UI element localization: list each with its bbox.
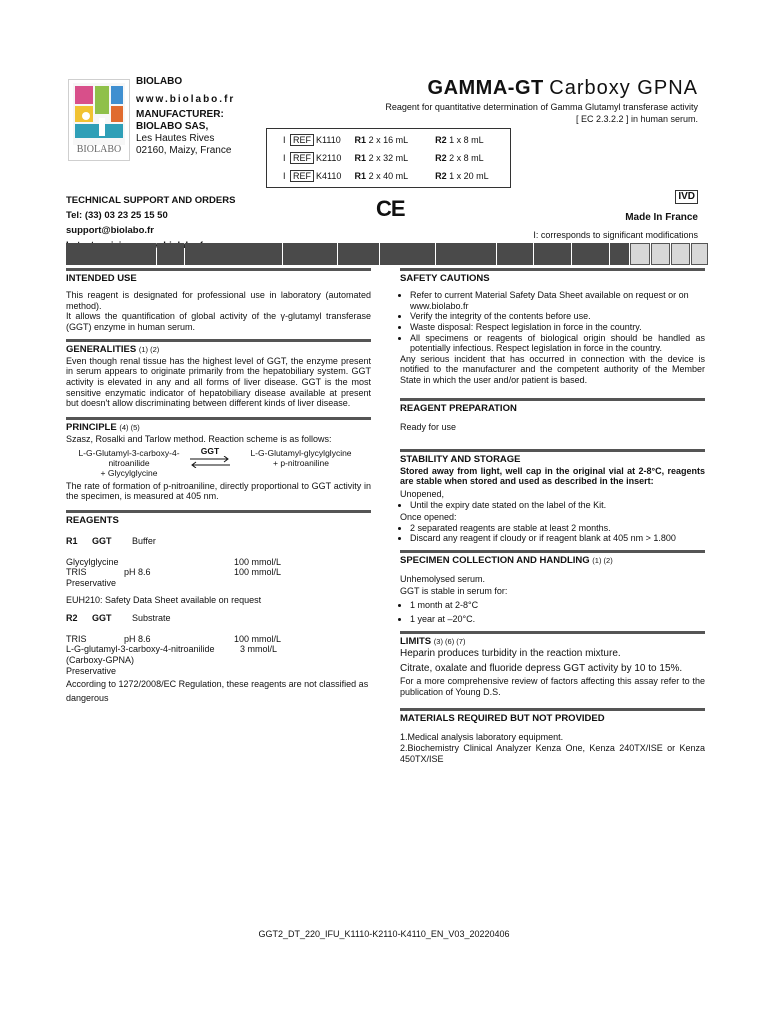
tech-tel: Tel: (33) 03 23 25 15 50	[66, 210, 168, 221]
bar-segment	[185, 243, 283, 265]
manufacturer	[136, 109, 224, 133]
component-name: (Carboxy-GPNA)	[66, 655, 135, 665]
paragraph: Even though renal tissue has the highest level of GGT, the enzyme present in serum appears to originate primarily from the hepatobiliary system. GGT activity is elevated in any and all forms of liver disease. GGT is the most sensitive enzymatic indicator of hepatobiliary disease available at present but doesn't allow discriminating between different kinds of liver disease.	[66, 355, 371, 409]
product-line: L-G-Glutamyl-glycylglycine	[250, 447, 352, 458]
list-item: • 2 separated reagents are stable at least 2 months.	[410, 523, 705, 534]
reagent-r2-header	[66, 613, 371, 624]
list-item: • All specimens or reagents of biological origin should be handled as potentially infectious. Respect legislation in force in the country.	[410, 333, 705, 354]
reagent-r1-composition	[66, 557, 371, 589]
r2-label: R2	[66, 613, 78, 624]
unopened-list	[400, 500, 705, 511]
component-ph: pH 8.6	[124, 567, 151, 578]
section-title: REAGENTS	[66, 514, 119, 526]
ref-code: K4110	[316, 171, 342, 181]
section-intended-use	[66, 268, 371, 284]
list-item: • Discard any reagent if cloudy or if reagent blank at 405 nm > 1.800	[410, 533, 705, 544]
bar-segment	[338, 243, 380, 265]
component-name: TRIS	[66, 633, 87, 644]
manufacturer-label: MANUFACTURER:	[136, 109, 224, 120]
paragraph: Any serious incident that has occurred in connection with the device is notified to the manufacturer and the competent authority of the Member State in which the user and/or patient is based.	[400, 353, 705, 386]
r1-label: R1	[66, 536, 78, 547]
modification-note: I: corresponds to significant modifications	[533, 230, 698, 240]
r1-volume: 2 x 32 mL	[368, 153, 409, 163]
substrate-line: L-G-Glutamyl-3-carboxy-4-	[78, 447, 180, 458]
unopened-label: Unopened,	[400, 488, 445, 499]
modification-mark: I	[283, 171, 286, 181]
section-title: MATERIALS REQUIRED BUT NOT PROVIDED	[400, 712, 605, 724]
materials-item: 1.Medical analysis laboratory equipment.	[400, 731, 564, 742]
bar-segment	[436, 243, 496, 265]
component-name: Glycylglycine	[66, 556, 119, 567]
title-main: GAMMA-GT	[427, 77, 544, 99]
composition-row	[66, 655, 371, 666]
bar-segment	[671, 243, 689, 265]
reaction-enzyme: GGT	[200, 445, 220, 456]
bar-segment	[380, 243, 435, 265]
product-line: + p-nitroaniline	[273, 457, 329, 468]
component-name: L-G-glutamyl-3-carboxy-4-nitroanilide	[66, 644, 215, 655]
r1-label: R1	[354, 153, 367, 163]
title-sub: Carboxy GPNA	[549, 77, 698, 99]
left-column	[66, 268, 371, 705]
composition-row	[66, 578, 371, 589]
section-title: PRINCIPLE	[66, 421, 117, 433]
component-conc: 100 mmol/L	[234, 567, 282, 578]
paragraph: This reagent is designated for professional use in laboratory (automated method).	[66, 290, 371, 311]
address-line: 02160, Maizy, France	[136, 145, 232, 156]
storage-statement: Stored away from light, well cap in the original vial at 2-8°C, reagents are stable when stored and used as described in the insert:	[400, 465, 705, 487]
bar-segment	[610, 243, 629, 265]
safety-list	[400, 290, 705, 354]
specimen-line: GGT is stable in serum for:	[400, 585, 508, 596]
language-bar	[66, 243, 708, 265]
r1-volume: 2 x 16 mL	[368, 135, 409, 145]
list-item: • Until the expiry date stated on the label of the Kit.	[410, 500, 705, 511]
tech-title: TECHNICAL SUPPORT AND ORDERS	[66, 195, 236, 206]
reagent-r2-composition	[66, 634, 371, 676]
bar-segment	[157, 243, 184, 265]
section-title: REAGENT PREPARATION	[400, 402, 517, 414]
r1-volume: 2 x 40 mL	[368, 171, 409, 181]
substrate-line: + Glycylglycine	[100, 467, 158, 478]
ref-row	[283, 134, 484, 146]
tech-email[interactable]: support@biolabo.fr	[66, 225, 154, 236]
ref-label: REF	[290, 152, 314, 164]
biolabo-logo	[68, 79, 130, 161]
component-ph	[124, 557, 234, 568]
reagent-r1-header	[66, 536, 371, 547]
ref-code: K1110	[316, 135, 341, 145]
limits-line: For a more comprehensive review of factors affecting this assay refer to the publication of Young D.S.	[400, 676, 705, 698]
specimen-list	[400, 600, 705, 624]
section-stability	[400, 449, 705, 465]
list-item: • Waste disposal: Respect legislation in force in the country.	[410, 322, 705, 333]
brand-name: BIOLABO	[136, 76, 183, 87]
component-conc: 3 mmol/L	[240, 644, 278, 655]
reaction-products	[236, 448, 366, 468]
subtitle	[385, 101, 698, 125]
reaction-scheme	[66, 445, 371, 479]
specimen-line: Unhemolysed serum.	[400, 574, 486, 585]
document-code: GGT2_DT_220_IFU_K1110-K2110-K4110_EN_V03_20220406	[258, 929, 510, 939]
composition-row	[66, 557, 371, 568]
website[interactable]: www.biolabo.fr	[136, 94, 236, 105]
r2-type: Substrate	[132, 613, 171, 624]
section-ref: (1) (2)	[592, 555, 613, 565]
address-line: Les Hautes Rives	[136, 133, 215, 144]
opened-list	[400, 523, 705, 544]
composition-row	[66, 634, 371, 645]
component-conc: 100 mmol/L	[234, 556, 282, 567]
composition-row	[66, 644, 371, 655]
ref-code: K2110	[316, 153, 342, 163]
section-safety	[400, 268, 705, 284]
equilibrium-arrow-icon	[188, 456, 232, 468]
r1-label: R1	[354, 135, 367, 145]
r2-label: R2	[435, 135, 447, 145]
component-conc: 100 mmol/L	[234, 633, 282, 644]
limits-line: Citrate, oxalate and fluoride depress GGT activity by 10 to 15%.	[400, 662, 683, 674]
component-name: TRIS	[66, 567, 87, 578]
bar-segment	[691, 243, 708, 265]
list-item: • 1 year at –20°C.	[410, 614, 705, 625]
section-limits	[400, 631, 705, 647]
component-name: Preservative	[66, 665, 117, 676]
limits-line: Heparin produces turbidity in the reaction mixture.	[400, 647, 621, 659]
ref-label: REF	[290, 134, 314, 146]
composition-row	[66, 666, 371, 677]
section-principle	[66, 417, 371, 433]
section-reagents	[66, 510, 371, 526]
section-preparation	[400, 398, 705, 414]
section-title: INTENDED USE	[66, 273, 137, 284]
bar-segment	[283, 243, 336, 265]
section-specimen	[400, 550, 705, 566]
section-materials	[400, 708, 705, 724]
modification-mark: I	[283, 153, 286, 163]
list-item: • 1 month at 2-8°C	[410, 600, 705, 611]
paragraph: Ready for use	[400, 421, 457, 432]
substrate-line: nitroanilide	[108, 457, 150, 468]
section-generalities	[66, 339, 371, 355]
modification-mark: I	[283, 135, 286, 145]
section-ref: (1) (2)	[138, 344, 160, 354]
composition-row	[66, 567, 371, 578]
materials-item: 2.Biochemistry Clinical Analyzer Kenza One, Kenza 240TX/ISE or Kenza 450TX/ISE	[400, 743, 705, 765]
r2-label: R2	[435, 153, 447, 163]
section-ref: (3) (6) (7)	[433, 636, 466, 646]
list-item: • Verify the integrity of the contents before use.	[410, 311, 705, 322]
r1-name: GGT	[92, 536, 112, 547]
r2-volume: 2 x 8 mL	[449, 153, 484, 163]
section-ref: (4) (5)	[119, 422, 140, 432]
logo-text: BIOLABO	[76, 144, 122, 155]
section-title: SPECIMEN COLLECTION AND HANDLING	[400, 554, 590, 566]
r2-volume: 1 x 8 mL	[449, 135, 484, 145]
reaction-substrates	[70, 448, 188, 478]
paragraph: Szasz, Rosalki and Tarlow method. Reaction scheme is as follows:	[66, 434, 332, 445]
r2-name: GGT	[92, 613, 112, 624]
r1-type: Buffer	[132, 536, 156, 547]
paragraph: The rate of formation of p-nitroaniline, directly proportional to GGT activity in the specimen, is measured at 405 nm.	[66, 480, 371, 502]
subtitle-line: Reagent for quantitative determination of Gamma Glutamyl transferase activity	[385, 102, 698, 112]
section-title: STABILITY AND STORAGE	[400, 453, 521, 465]
list-item: • Refer to current Material Safety Data Sheet available on request or on www.biolabo.fr	[410, 290, 705, 311]
bar-segment	[572, 243, 609, 265]
component-name: Preservative	[66, 577, 117, 588]
section-title: LIMITS	[400, 635, 432, 647]
address	[136, 133, 231, 157]
r1-label: R1	[354, 171, 367, 181]
bar-segment	[497, 243, 533, 265]
r2-volume: 1 x 20 mL	[449, 171, 489, 181]
component-ph: pH 8.6	[124, 633, 151, 644]
made-in: Made In France	[625, 212, 698, 223]
ivd-badge: IVD	[675, 190, 698, 204]
right-column	[400, 268, 705, 765]
regulation-note: According to 1272/2008/EC Regulation, these reagents are not classified as dangerous	[66, 679, 369, 704]
section-title: GENERALITIES	[66, 343, 137, 355]
reference-table	[266, 128, 511, 188]
subtitle-line: [ EC 2.3.2.2 ] in human serum.	[575, 114, 698, 124]
ref-row	[283, 152, 484, 164]
ref-label: REF	[290, 170, 314, 182]
r2-label: R2	[435, 171, 447, 181]
bar-segment	[534, 243, 572, 265]
section-title: SAFETY CAUTIONS	[400, 273, 490, 284]
bar-segment	[630, 243, 649, 265]
opened-label: Once opened:	[400, 512, 457, 523]
page-title	[428, 77, 698, 101]
paragraph: It allows the quantification of global activity of the γ-glutamyl transferase (GGT) enzyme in human serum.	[66, 311, 371, 333]
euh-statement: EUH210: Safety Data Sheet available on request	[66, 594, 262, 605]
bar-segment	[66, 243, 156, 265]
ce-mark: CE	[376, 196, 405, 221]
manufacturer-name: BIOLABO SAS,	[136, 121, 209, 132]
ref-row	[283, 170, 489, 182]
bar-segment	[651, 243, 670, 265]
